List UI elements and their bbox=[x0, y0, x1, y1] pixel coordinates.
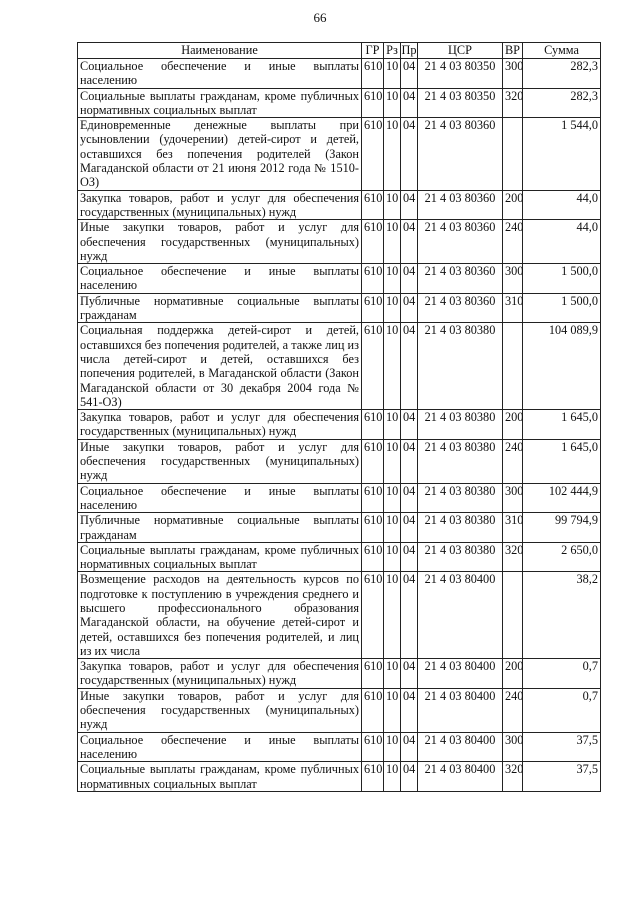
row-name: Иные закупки товаров, работ и услуг для обеспечения государственных (муниципальных) нужд bbox=[78, 688, 362, 732]
row-csr: 21 4 03 80360 bbox=[418, 190, 503, 220]
row-gr: 610 bbox=[362, 659, 384, 689]
row-vr bbox=[503, 118, 523, 190]
header-vr: ВР bbox=[503, 43, 523, 59]
row-gr: 610 bbox=[362, 513, 384, 543]
row-pr: 04 bbox=[401, 762, 418, 792]
row-vr: 240 bbox=[503, 220, 523, 264]
table-row bbox=[78, 264, 601, 294]
table-row bbox=[78, 220, 601, 264]
row-name: Социальные выплаты гражданам, кроме публичных нормативных социальных выплат bbox=[78, 542, 362, 572]
table-row bbox=[78, 190, 601, 220]
row-name: Социальное обеспечение и иные выплаты населению bbox=[78, 732, 362, 762]
row-name: Единовременные денежные выплаты при усыновлении (удочерении) детей-сирот и детей, оставшихся без попечения родителей (Закон Магаданской области от 21 июня 2012 года № 1510-ОЗ) bbox=[78, 118, 362, 190]
row-rz: 10 bbox=[384, 264, 401, 294]
row-csr: 21 4 03 80380 bbox=[418, 323, 503, 410]
row-vr: 320 bbox=[503, 88, 523, 118]
row-pr: 04 bbox=[401, 659, 418, 689]
row-name: Социальная поддержка детей-сирот и детей, оставшихся без попечения родителей, а также лиц из числа детей-сирот и детей, оставшихся без попечения родителей, в Магаданской области (Закон Магаданской области от 30 декабря 2004 года № 541-ОЗ) bbox=[78, 323, 362, 410]
row-pr: 04 bbox=[401, 293, 418, 323]
row-rz: 10 bbox=[384, 732, 401, 762]
row-gr: 610 bbox=[362, 220, 384, 264]
row-gr: 610 bbox=[362, 572, 384, 659]
row-rz: 10 bbox=[384, 542, 401, 572]
row-rz: 10 bbox=[384, 323, 401, 410]
table-header-row bbox=[78, 43, 601, 59]
row-sum: 104 089,9 bbox=[523, 323, 601, 410]
row-vr: 240 bbox=[503, 688, 523, 732]
header-name: Наименование bbox=[78, 43, 362, 59]
row-pr: 04 bbox=[401, 88, 418, 118]
table-row bbox=[78, 323, 601, 410]
row-name: Закупка товаров, работ и услуг для обеспечения государственных (муниципальных) нужд bbox=[78, 410, 362, 440]
header-pr: Пр bbox=[401, 43, 417, 57]
budget-table bbox=[77, 42, 601, 792]
row-pr: 04 bbox=[401, 190, 418, 220]
row-sum: 102 444,9 bbox=[523, 483, 601, 513]
row-vr: 240 bbox=[503, 439, 523, 483]
row-pr: 04 bbox=[401, 410, 418, 440]
row-gr: 610 bbox=[362, 439, 384, 483]
row-csr: 21 4 03 80360 bbox=[418, 118, 503, 190]
row-rz: 10 bbox=[384, 410, 401, 440]
table-row bbox=[78, 572, 601, 659]
row-csr: 21 4 03 80350 bbox=[418, 88, 503, 118]
row-name: Иные закупки товаров, работ и услуг для обеспечения государственных (муниципальных) нужд bbox=[78, 439, 362, 483]
row-gr: 610 bbox=[362, 410, 384, 440]
row-gr: 610 bbox=[362, 542, 384, 572]
row-csr: 21 4 03 80380 bbox=[418, 410, 503, 440]
row-vr bbox=[503, 323, 523, 410]
row-rz: 10 bbox=[384, 659, 401, 689]
row-sum: 0,7 bbox=[523, 659, 601, 689]
row-vr bbox=[503, 572, 523, 659]
row-csr: 21 4 03 80380 bbox=[418, 513, 503, 543]
row-gr: 610 bbox=[362, 762, 384, 792]
row-vr: 200 bbox=[503, 410, 523, 440]
page-number: 66 bbox=[313, 10, 327, 25]
row-rz: 10 bbox=[384, 483, 401, 513]
row-gr: 610 bbox=[362, 59, 384, 89]
row-csr: 21 4 03 80360 bbox=[418, 293, 503, 323]
row-pr: 04 bbox=[401, 220, 418, 264]
row-vr: 320 bbox=[503, 762, 523, 792]
row-gr: 610 bbox=[362, 88, 384, 118]
row-gr: 610 bbox=[362, 732, 384, 762]
table-row bbox=[78, 688, 601, 732]
row-sum: 44,0 bbox=[523, 220, 601, 264]
row-csr: 21 4 03 80380 bbox=[418, 542, 503, 572]
row-name: Иные закупки товаров, работ и услуг для обеспечения государственных (муниципальных) нужд bbox=[78, 220, 362, 264]
row-sum: 1 500,0 bbox=[523, 293, 601, 323]
row-name: Закупка товаров, работ и услуг для обеспечения государственных (муниципальных) нужд bbox=[78, 659, 362, 689]
row-rz: 10 bbox=[384, 88, 401, 118]
row-name: Публичные нормативные социальные выплаты гражданам bbox=[78, 513, 362, 543]
table-row bbox=[78, 88, 601, 118]
row-sum: 37,5 bbox=[523, 732, 601, 762]
row-sum: 282,3 bbox=[523, 88, 601, 118]
table-row bbox=[78, 439, 601, 483]
row-vr: 320 bbox=[503, 542, 523, 572]
table-row bbox=[78, 483, 601, 513]
row-rz: 10 bbox=[384, 572, 401, 659]
row-gr: 610 bbox=[362, 264, 384, 294]
row-rz: 10 bbox=[384, 688, 401, 732]
row-pr: 04 bbox=[401, 688, 418, 732]
row-sum: 99 794,9 bbox=[523, 513, 601, 543]
row-csr: 21 4 03 80380 bbox=[418, 439, 503, 483]
row-rz: 10 bbox=[384, 220, 401, 264]
header-gr: ГР bbox=[362, 43, 384, 59]
row-sum: 282,3 bbox=[523, 59, 601, 89]
row-name: Возмещение расходов на деятельность курсов по подготовке к поступлению в учреждения среднего и высшего профессионального образования Магаданской области, на обучение детей-сирот и детей, оставшихся без попечения родителей, и лиц из их числа bbox=[78, 572, 362, 659]
header-sum: Сумма bbox=[523, 43, 601, 59]
row-gr: 610 bbox=[362, 118, 384, 190]
row-name: Социальное обеспечение и иные выплаты населению bbox=[78, 59, 362, 89]
table-row bbox=[78, 513, 601, 543]
row-pr: 04 bbox=[401, 118, 418, 190]
row-rz: 10 bbox=[384, 513, 401, 543]
row-name: Социальные выплаты гражданам, кроме публичных нормативных социальных выплат bbox=[78, 762, 362, 792]
row-vr: 200 bbox=[503, 659, 523, 689]
row-rz: 10 bbox=[384, 190, 401, 220]
row-csr: 21 4 03 80360 bbox=[418, 264, 503, 294]
row-gr: 610 bbox=[362, 323, 384, 410]
row-name: Социальное обеспечение и иные выплаты населению bbox=[78, 483, 362, 513]
row-sum: 37,5 bbox=[523, 762, 601, 792]
row-sum: 2 650,0 bbox=[523, 542, 601, 572]
row-vr: 300 bbox=[503, 59, 523, 89]
row-pr: 04 bbox=[401, 542, 418, 572]
row-csr: 21 4 03 80400 bbox=[418, 732, 503, 762]
row-csr: 21 4 03 80360 bbox=[418, 220, 503, 264]
row-pr: 04 bbox=[401, 732, 418, 762]
row-vr: 300 bbox=[503, 264, 523, 294]
row-vr: 310 bbox=[503, 293, 523, 323]
table-row bbox=[78, 59, 601, 89]
table-row bbox=[78, 118, 601, 190]
row-csr: 21 4 03 80400 bbox=[418, 659, 503, 689]
row-gr: 610 bbox=[362, 688, 384, 732]
row-name: Социальное обеспечение и иные выплаты населению bbox=[78, 264, 362, 294]
row-gr: 610 bbox=[362, 293, 384, 323]
table-row bbox=[78, 732, 601, 762]
row-vr: 200 bbox=[503, 190, 523, 220]
row-csr: 21 4 03 80350 bbox=[418, 59, 503, 89]
row-sum: 0,7 bbox=[523, 688, 601, 732]
row-sum: 1 645,0 bbox=[523, 439, 601, 483]
table-row bbox=[78, 293, 601, 323]
row-csr: 21 4 03 80400 bbox=[418, 688, 503, 732]
row-sum: 1 645,0 bbox=[523, 410, 601, 440]
row-sum: 1 500,0 bbox=[523, 264, 601, 294]
row-sum: 38,2 bbox=[523, 572, 601, 659]
table-row bbox=[78, 542, 601, 572]
row-sum: 44,0 bbox=[523, 190, 601, 220]
row-pr: 04 bbox=[401, 483, 418, 513]
row-pr: 04 bbox=[401, 572, 418, 659]
row-pr: 04 bbox=[401, 264, 418, 294]
row-rz: 10 bbox=[384, 439, 401, 483]
row-gr: 610 bbox=[362, 190, 384, 220]
table-row bbox=[78, 659, 601, 689]
row-pr: 04 bbox=[401, 59, 418, 89]
row-rz: 10 bbox=[384, 762, 401, 792]
row-name: Социальные выплаты гражданам, кроме публичных нормативных социальных выплат bbox=[78, 88, 362, 118]
row-name: Публичные нормативные социальные выплаты гражданам bbox=[78, 293, 362, 323]
row-vr: 300 bbox=[503, 732, 523, 762]
row-csr: 21 4 03 80400 bbox=[418, 572, 503, 659]
row-csr: 21 4 03 80400 bbox=[418, 762, 503, 792]
header-rz: Рз bbox=[384, 43, 401, 59]
row-pr: 04 bbox=[401, 439, 418, 483]
row-pr: 04 bbox=[401, 323, 418, 410]
header-csr: ЦСР bbox=[418, 43, 503, 59]
row-pr: 04 bbox=[401, 513, 418, 543]
row-vr: 310 bbox=[503, 513, 523, 543]
table-row bbox=[78, 410, 601, 440]
row-gr: 610 bbox=[362, 483, 384, 513]
row-vr: 300 bbox=[503, 483, 523, 513]
table-row bbox=[78, 762, 601, 792]
row-rz: 10 bbox=[384, 293, 401, 323]
row-rz: 10 bbox=[384, 118, 401, 190]
row-name: Закупка товаров, работ и услуг для обеспечения государственных (муниципальных) нужд bbox=[78, 190, 362, 220]
row-rz: 10 bbox=[384, 59, 401, 89]
row-sum: 1 544,0 bbox=[523, 118, 601, 190]
row-csr: 21 4 03 80380 bbox=[418, 483, 503, 513]
